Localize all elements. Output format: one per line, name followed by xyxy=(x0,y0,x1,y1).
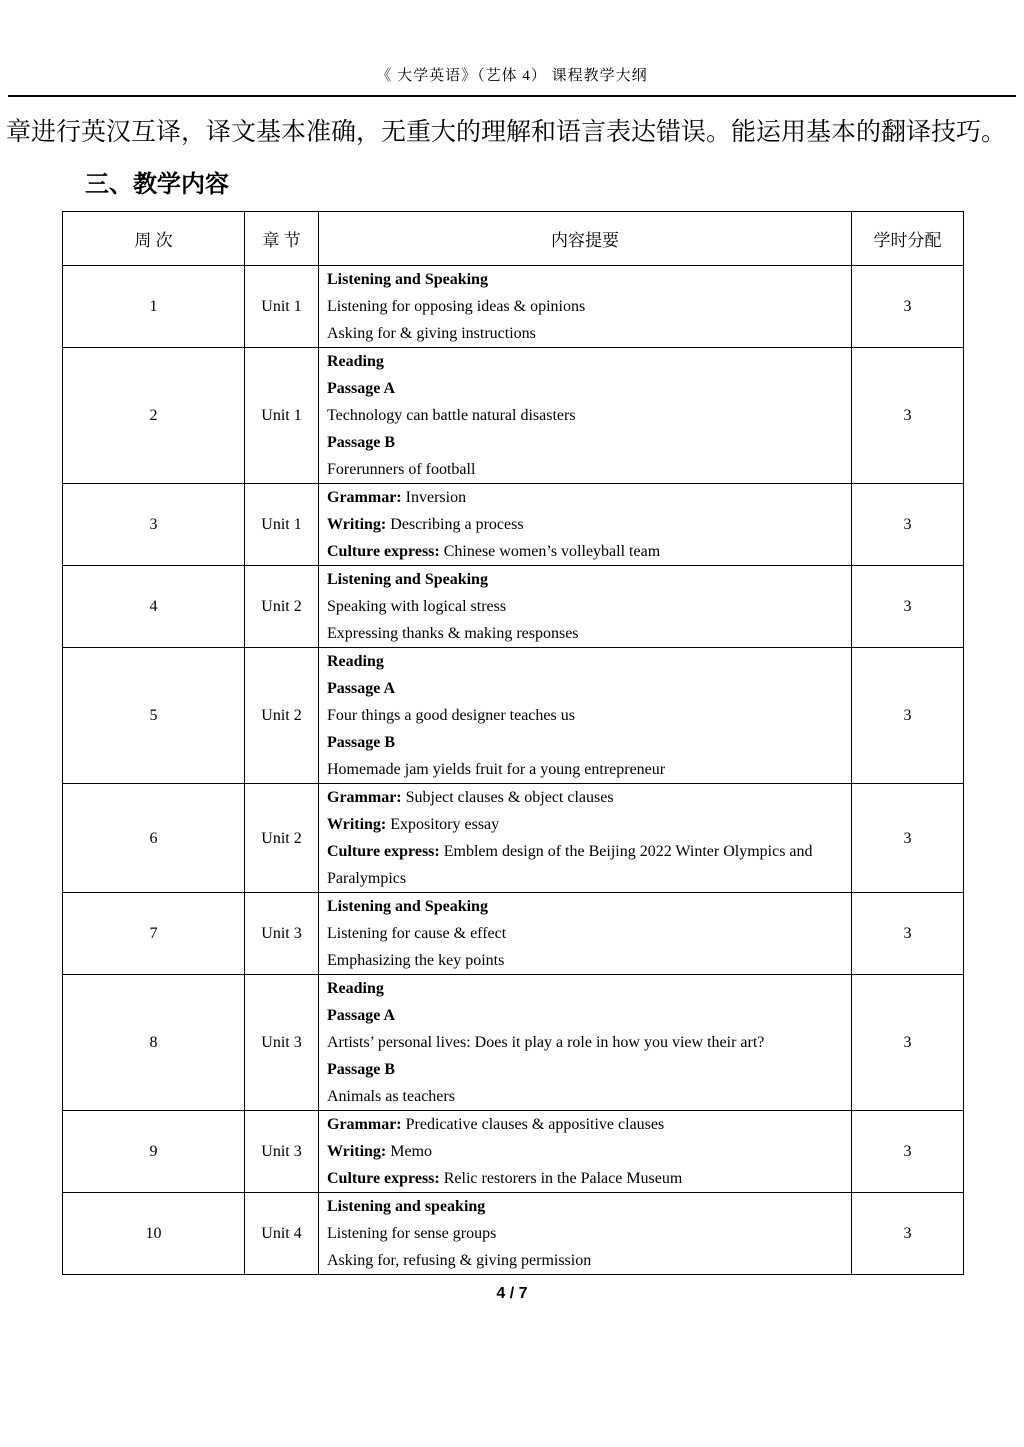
content-line: Listening and Speaking xyxy=(327,271,488,288)
content-line: Listening for cause & effect xyxy=(327,925,507,942)
document-title: 《 大学英语》（艺体 4） 课程教学大纲 xyxy=(376,68,648,84)
table-row xyxy=(63,566,964,648)
content-line: Listening for sense groups xyxy=(327,1225,497,1242)
content-line: Homemade jam yields fruit for a young entrepreneur xyxy=(327,761,666,778)
content-line: Grammar: Inversion xyxy=(327,489,467,506)
hours-cell: 3 xyxy=(852,484,964,566)
table-row xyxy=(63,893,964,975)
week-cell: 9 xyxy=(63,1111,245,1193)
content-line: Passage B xyxy=(327,1061,395,1078)
unit-cell: Unit 3 xyxy=(245,893,319,975)
content-line: Asking for, refusing & giving permission xyxy=(327,1252,592,1269)
content-line: Asking for & giving instructions xyxy=(327,325,536,342)
content-line: Four things a good designer teaches us xyxy=(327,707,575,724)
content-line: Animals as teachers xyxy=(327,1088,455,1105)
hours-cell: 3 xyxy=(852,348,964,484)
column-header-hours: 学时分配 xyxy=(852,212,964,266)
week-cell: 1 xyxy=(63,266,245,348)
content-line: Writing: Expository essay xyxy=(327,816,500,833)
content-line: Artists’ personal lives: Does it play a role in how you view their art? xyxy=(327,1034,765,1051)
week-cell: 6 xyxy=(63,784,245,893)
content-line: Writing: Describing a process xyxy=(327,516,524,533)
table-row xyxy=(63,1111,964,1193)
content-line: Speaking with logical stress xyxy=(327,598,507,615)
content-line: Grammar: Subject clauses & object clauses xyxy=(327,789,614,806)
content-line: Passage A xyxy=(327,1007,395,1024)
unit-cell: Unit 1 xyxy=(245,266,319,348)
content-line: Listening and Speaking xyxy=(327,571,488,588)
content-line: Passage B xyxy=(327,734,395,751)
content-line: Passage A xyxy=(327,680,395,697)
column-header-content: 内容提要 xyxy=(319,212,852,266)
table-row xyxy=(63,975,964,1111)
content-line: Listening and speaking xyxy=(327,1198,486,1215)
content-line: Writing: Memo xyxy=(327,1143,433,1160)
week-cell: 4 xyxy=(63,566,245,648)
content-line: Technology can battle natural disasters xyxy=(327,407,576,424)
content-cell xyxy=(319,975,852,1111)
content-line: Grammar: Predicative clauses & appositive clauses xyxy=(327,1116,665,1133)
content-line: Listening for opposing ideas & opinions xyxy=(327,298,586,315)
hours-cell: 3 xyxy=(852,1193,964,1275)
content-line: Reading xyxy=(327,653,384,670)
hours-cell: 3 xyxy=(852,648,964,784)
content-line: Passage B xyxy=(327,434,395,451)
body-paragraph: 章进行英汉互译，译文基本准确，无重大的理解和语言表达错误。能运用基本的翻译技巧。 xyxy=(6,119,1007,146)
unit-cell: Unit 4 xyxy=(245,1193,319,1275)
column-header-week: 周 次 xyxy=(63,212,245,266)
week-cell: 8 xyxy=(63,975,245,1111)
section-heading: 三、教学内容 xyxy=(85,171,229,198)
content-cell xyxy=(319,893,852,975)
content-line: Reading xyxy=(327,353,384,370)
content-cell xyxy=(319,784,852,893)
unit-cell: Unit 3 xyxy=(245,1111,319,1193)
hours-cell: 3 xyxy=(852,784,964,893)
content-line: Culture express: Emblem design of the Beijing 2022 Winter Olympics and Paralympics xyxy=(327,843,813,887)
content-line: Emphasizing the key points xyxy=(327,952,505,969)
content-line: Passage A xyxy=(327,380,395,397)
content-line: Reading xyxy=(327,980,384,997)
content-cell xyxy=(319,484,852,566)
table-row xyxy=(63,648,964,784)
unit-cell: Unit 3 xyxy=(245,975,319,1111)
content-line: Expressing thanks & making responses xyxy=(327,625,579,642)
header-divider xyxy=(8,95,1016,97)
content-cell xyxy=(319,266,852,348)
table-row xyxy=(63,784,964,893)
content-line: Listening and Speaking xyxy=(327,898,488,915)
content-line: Culture express: Chinese women’s volleyball team xyxy=(327,543,661,560)
week-cell: 10 xyxy=(63,1193,245,1275)
hours-cell: 3 xyxy=(852,266,964,348)
table-body xyxy=(63,266,964,1275)
table-row xyxy=(63,484,964,566)
hours-cell: 3 xyxy=(852,1111,964,1193)
content-cell xyxy=(319,566,852,648)
table-row xyxy=(63,266,964,348)
unit-cell: Unit 2 xyxy=(245,784,319,893)
unit-cell: Unit 2 xyxy=(245,648,319,784)
teaching-content-table xyxy=(62,211,964,1275)
content-cell xyxy=(319,348,852,484)
week-cell: 5 xyxy=(63,648,245,784)
content-line: Culture express: Relic restorers in the Palace Museum xyxy=(327,1170,683,1187)
hours-cell: 3 xyxy=(852,566,964,648)
hours-cell: 3 xyxy=(852,893,964,975)
week-cell: 3 xyxy=(63,484,245,566)
content-cell xyxy=(319,1111,852,1193)
table-header-row xyxy=(63,212,964,266)
week-cell: 2 xyxy=(63,348,245,484)
content-cell xyxy=(319,1193,852,1275)
content-line: Forerunners of football xyxy=(327,461,476,478)
column-header-unit: 章 节 xyxy=(245,212,319,266)
week-cell: 7 xyxy=(63,893,245,975)
document-header xyxy=(0,66,1024,97)
unit-cell: Unit 1 xyxy=(245,348,319,484)
page-number: 4 / 7 xyxy=(496,1285,528,1302)
table-row xyxy=(63,1193,964,1275)
unit-cell: Unit 2 xyxy=(245,566,319,648)
hours-cell: 3 xyxy=(852,975,964,1111)
table-row xyxy=(63,348,964,484)
unit-cell: Unit 1 xyxy=(245,484,319,566)
content-cell xyxy=(319,648,852,784)
